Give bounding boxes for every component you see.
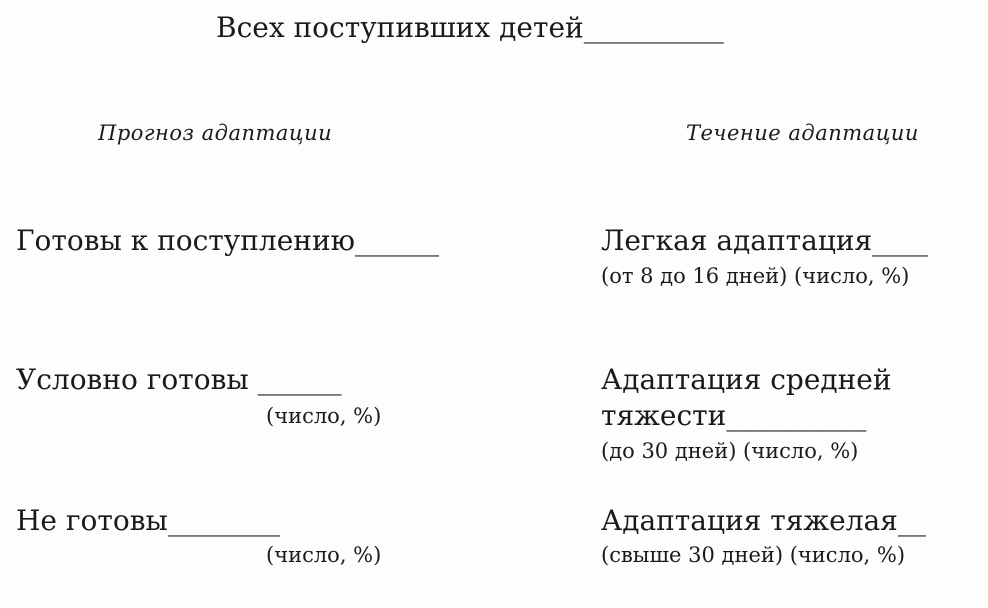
easy-adaptation-label: Легкая адаптация____ <box>601 224 929 257</box>
ready-label: Готовы к поступлению______ <box>16 224 439 257</box>
not-ready-note: (число, %) <box>266 543 382 567</box>
easy-adaptation-note: (от 8 до 16 дней) (число, %) <box>601 264 910 288</box>
conditionally-ready-note: (число, %) <box>266 404 382 428</box>
course-heading: Течение адаптации <box>686 121 919 145</box>
medium-adaptation-label-line2: тяжести__________ <box>601 399 867 432</box>
medium-adaptation-label-line1: Адаптация средней <box>601 363 892 396</box>
not-ready-label: Не готовы________ <box>16 504 280 537</box>
heavy-adaptation-label: Адаптация тяжелая__ <box>601 504 926 537</box>
heavy-adaptation-note: (свыше 30 дней) (число, %) <box>601 543 906 567</box>
conditionally-ready-label: Условно готовы ______ <box>16 363 342 396</box>
forecast-heading: Прогноз адаптации <box>98 121 333 145</box>
total-children-label: Всех поступивших детей__________ <box>216 11 724 44</box>
medium-adaptation-note: (до 30 дней) (число, %) <box>601 439 859 463</box>
